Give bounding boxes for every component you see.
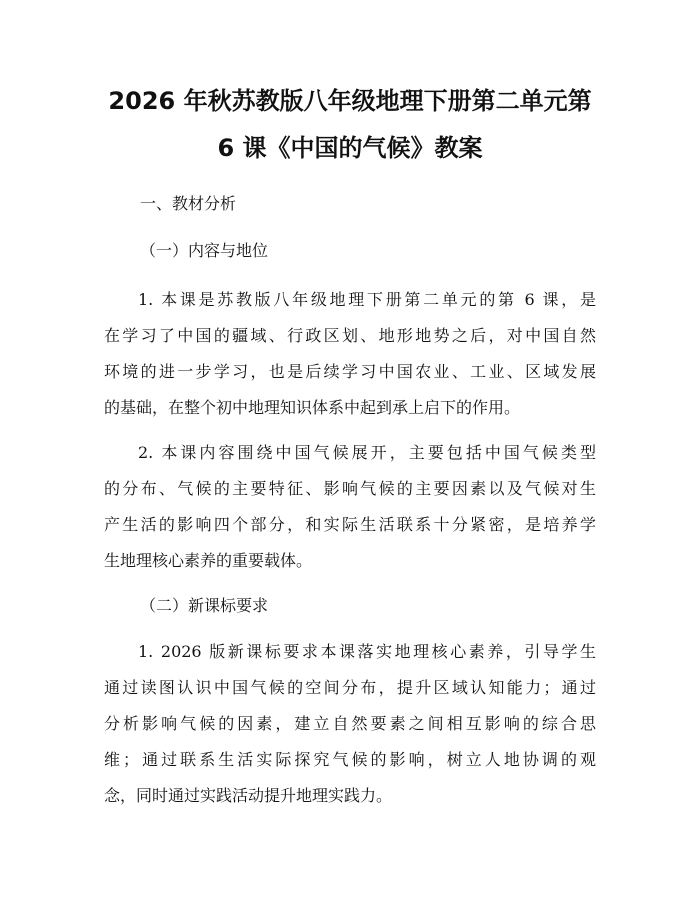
paragraph-line: 的基础，在整个初中地理知识体系中起到承上启下的作用。 (104, 398, 521, 417)
paragraph-2 (104, 435, 596, 579)
paragraph-line: 1. 2026 版新课标要求本课落实地理核心素养，引导学生 (138, 642, 596, 661)
paragraph-1 (104, 282, 596, 426)
paragraph-line: 念，同时通过实践活动提升地理实践力。 (104, 786, 393, 805)
paragraph-line: 环境的进一步学习，也是后续学习中国农业、工业、区域发展 (104, 362, 596, 381)
paragraph-line: 通过读图认识中国气候的空间分布，提升区域认知能力；通过 (104, 678, 596, 697)
subsection-heading-content-position: （一）内容与地位 (140, 241, 269, 260)
section-heading-textbook-analysis: 一、教材分析 (140, 194, 237, 213)
paragraph-3 (104, 634, 596, 814)
paragraph-line: 分析影响气候的因素，建立自然要素之间相互影响的综合思 (104, 714, 596, 733)
document-title-line-2: 6 课《中国的气候》教案 (217, 134, 483, 162)
paragraph-line: 的分布、气候的主要特征、影响气候的主要因素以及气候对生 (104, 479, 596, 498)
paragraph-line: 1. 本课是苏教版八年级地理下册第二单元的第 6 课，是 (138, 290, 596, 309)
paragraph-line: 产生活的影响四个部分，和实际生活联系十分紧密，是培养学 (104, 515, 596, 534)
paragraph-line: 生地理核心素养的重要载体。 (104, 551, 313, 570)
paragraph-line: 2. 本课内容围绕中国气候展开，主要包括中国气候类型 (138, 443, 596, 462)
paragraph-line: 维；通过联系生活实际探究气候的影响，树立人地协调的观 (104, 750, 596, 769)
document-title-line-1: 2026 年秋苏教版八年级地理下册第二单元第 (108, 87, 592, 115)
subsection-heading-curriculum-standards: （二）新课标要求 (140, 596, 269, 615)
paragraph-line: 在学习了中国的疆域、行政区划、地形地势之后，对中国自然 (104, 326, 596, 345)
